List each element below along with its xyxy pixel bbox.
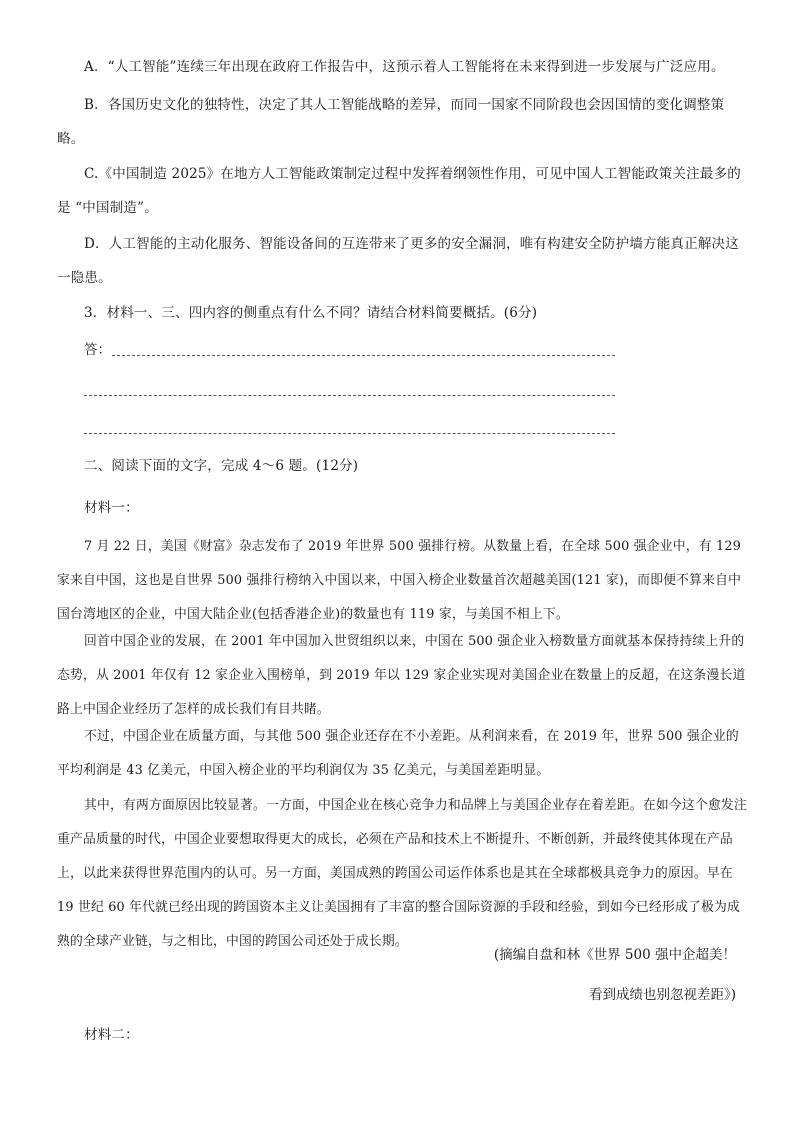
answer-line[interactable] xyxy=(84,433,615,434)
material-1-paragraph-3: 不过，中国企业在质量方面，与其他 500 强企业还存在不小差距。从利润来看，在 2019 年，世界 500 强企业的平均利润是 43 亿美元，中国入榜企业的平均利润仅为 35 亿美元，与美国差距明显。 xyxy=(57,729,739,778)
option-a: A．“人工智能”连续三年出现在政府工作报告中，这预示着人工智能将在未来得到进一步发展与广泛应用。 xyxy=(84,59,725,75)
material-1-paragraph-1: 7 月 22 日，美国《财富》杂志发布了 2019 年世界 500 强排行榜。从数量上看，在全球 500 强企业中，有 129 家来自中国，这也是自世界 500 强排行榜纳入中国以来，中国入榜企业数量首次超越美国(121 家)，而即便不算来自中国台湾地区的企业，中国大陆企业(包括香港企业)的数量也有 119 家，与美国不相上下。 xyxy=(57,539,742,622)
question-3: 3．材料一、三、四内容的侧重点有什么不同？请结合材料简要概括。(6分) xyxy=(84,305,538,321)
source-citation-line-2: 看到成绩也别忽视差距》) xyxy=(588,987,736,1003)
material-2-label: 材料二： xyxy=(84,1027,139,1043)
option-d: D．人工智能的主动化服务、智能设备间的互连带来了更多的安全漏洞，唯有构建安全防护墙方能真正解决这一隐患。 xyxy=(57,236,739,286)
material-1-paragraph-4: 其中，有两方面原因比较显著。一方面，中国企业在核心竞争力和品牌上与美国企业存在着差距。在如今这个愈发注重产品质量的时代，中国企业要想取得更大的成长，必须在产品和技术上不断提升、不断创新，并最终使其体现在产品上，以此来获得世界范围内的认可。另一方面，美国成熟的跨国公司运作体系也是其在全球都极具竞争力的原因。早在 19 世纪 60 年代就已经出现的跨国资本主义让美国拥有了丰富的整合国际资源的手段和经验，到如今已经形成了极为成熟的全球产业链，与之相比，中国的跨国公司还处于成长期。 xyxy=(57,798,747,949)
material-1-paragraph-2: 回首中国企业的发展，在 2001 年中国加入世贸组织以来，中国在 500 强企业入榜数量方面就基本保持持续上升的态势，从 2001 年仅有 12 家企业入围榜单，到 2019 年以 129 家企业实现对美国企业在数量上的反超，在这条漫长道路上中国企业经历了怎样的成长我们有目共睹。 xyxy=(57,634,746,717)
material-1-label: 材料一： xyxy=(84,500,139,516)
option-c: C.《中国制造 2025》在地方人工智能政策制定过程中发挥着纲领性作用，可见中国人工智能政策关注最多的是 “中国制造”。 xyxy=(57,166,741,216)
answer-line[interactable] xyxy=(112,355,615,356)
answer-label: 答： xyxy=(84,342,111,358)
source-citation-line-1: (摘编自盘和林《世界 500 强中企超美！ xyxy=(493,947,736,963)
answer-line[interactable] xyxy=(84,395,615,396)
option-b: B．各国历史文化的独特性，决定了其人工智能战略的差异，而同一国家不同阶段也会因国情的变化调整策略。 xyxy=(57,97,725,147)
section-heading: 二、阅读下面的文字，完成 4～6 题。(12分) xyxy=(84,458,359,474)
